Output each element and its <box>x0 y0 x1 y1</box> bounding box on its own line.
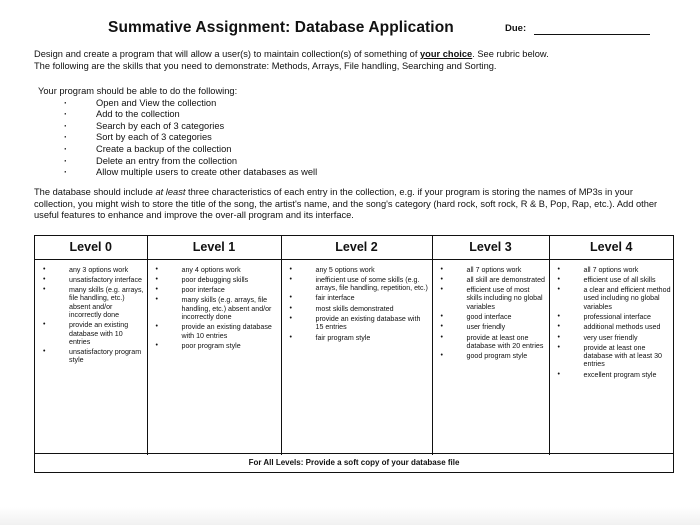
page-bottom-shadow <box>0 507 700 525</box>
list-item: · Create a backup of the collection <box>38 144 317 156</box>
list-item: • any 3 options work <box>39 266 145 274</box>
list-item: • all 7 options work <box>437 266 547 274</box>
database-text-start: The database should include <box>34 187 156 197</box>
list-item: • efficient use of all skills <box>554 276 672 284</box>
list-item: • all 7 options work <box>554 266 672 274</box>
intro-line-1-end: . See rubric below. <box>472 49 549 59</box>
list-item: • any 5 options work <box>286 266 430 274</box>
list-item: • a clear and efficient method used including no global variables <box>554 286 672 311</box>
level-0-header: Level 0 <box>35 236 147 259</box>
list-item: • many skills (e.g. arrays, file handling, etc.) absent and/or incorrectly done <box>152 296 279 321</box>
list-item: · Add to the collection <box>38 109 317 121</box>
database-requirements <box>34 187 674 222</box>
list-item: • excellent program style <box>554 371 672 379</box>
list-item: • unsatisfactory interface <box>39 276 145 284</box>
list-item: • very user friendly <box>554 334 672 342</box>
intro-line-2: The following are the skills that you need to demonstrate: Methods, Arrays, File handling, Searching and Sorting. <box>34 61 497 71</box>
your-choice-emphasis: your choice <box>420 49 473 59</box>
list-item: • provide at least one database with 20 entries <box>437 334 547 351</box>
list-item: · Open and View the collection <box>38 98 317 110</box>
intro-text <box>34 48 674 72</box>
level-0-criteria <box>35 259 147 455</box>
list-item: • professional interface <box>554 313 672 321</box>
level-1-header: Level 1 <box>147 236 281 259</box>
list-item: • fair interface <box>286 294 430 302</box>
at-least-emphasis: at least <box>155 187 186 197</box>
list-item: • poor program style <box>152 342 279 350</box>
list-item: • fair program style <box>286 334 430 342</box>
list-item: • unsatisfactory program style <box>39 348 145 365</box>
due-label: Due: <box>505 23 527 34</box>
list-item: • good interface <box>437 313 547 321</box>
list-item: · Allow multiple users to create other databases as well <box>38 167 317 179</box>
list-item: · Delete an entry from the collection <box>38 156 317 168</box>
level-4-header: Level 4 <box>549 236 673 259</box>
list-item: • many skills (e.g. arrays, file handling, etc.) absent and/or incorrectly done <box>39 286 145 319</box>
rubric-footer: For All Levels: Provide a soft copy of your database file <box>35 453 673 472</box>
list-item: • any 4 options work <box>152 266 279 274</box>
due-date-line <box>534 34 650 35</box>
rubric-criteria-row <box>35 259 673 455</box>
list-item: • poor interface <box>152 286 279 294</box>
list-item: • inefficient use of some skills (e.g. arrays, file handling, repetition, etc.) <box>286 276 430 293</box>
list-item: • provide at least one database with at least 30 entries <box>554 344 672 369</box>
level-1-criteria <box>147 259 281 455</box>
list-item: • provide an existing database with 10 entries <box>152 323 279 340</box>
level-4-criteria <box>549 259 673 455</box>
list-item: • all skill are demonstrated <box>437 276 547 284</box>
skills-list <box>38 98 317 179</box>
level-2-header: Level 2 <box>281 236 432 259</box>
skills-heading: Your program should be able to do the following: <box>38 86 238 96</box>
list-item: • efficient use of most skills including no global variables <box>437 286 547 311</box>
list-item: • provide an existing database with 10 entries <box>39 321 145 346</box>
database-text-end: three characteristics of each entry in the collection, e.g. if your program is storing the names of MP3s in your collection, you might wish to store the title of the song, the artist's name, and the song's category (hard rock, soft rock, R & B, Pop, Rap, etc.). Add other useful features to enhance and improve the over-all program and its interface. <box>34 187 658 221</box>
rubric-grid <box>35 236 673 455</box>
list-item: • additional methods used <box>554 323 672 331</box>
level-3-criteria <box>432 259 549 455</box>
skills-section <box>38 86 317 179</box>
list-item: • good program style <box>437 352 547 360</box>
list-item: • poor debugging skills <box>152 276 279 284</box>
rubric-table <box>34 235 674 473</box>
list-item: • provide an existing database with 15 entries <box>286 315 430 332</box>
list-item: • user friendly <box>437 323 547 331</box>
level-3-header: Level 3 <box>432 236 549 259</box>
list-item: • most skills demonstrated <box>286 305 430 313</box>
intro-line-1-start: Design and create a program that will allow a user(s) to maintain collection(s) of something of <box>34 49 420 59</box>
list-item: · Sort by each of 3 categories <box>38 132 317 144</box>
level-2-criteria <box>281 259 432 455</box>
page-title: Summative Assignment: Database Application <box>108 19 454 36</box>
list-item: · Search by each of 3 categories <box>38 121 317 133</box>
intro-line-1 <box>34 48 674 60</box>
rubric-header-row <box>35 236 673 259</box>
header <box>0 19 700 41</box>
